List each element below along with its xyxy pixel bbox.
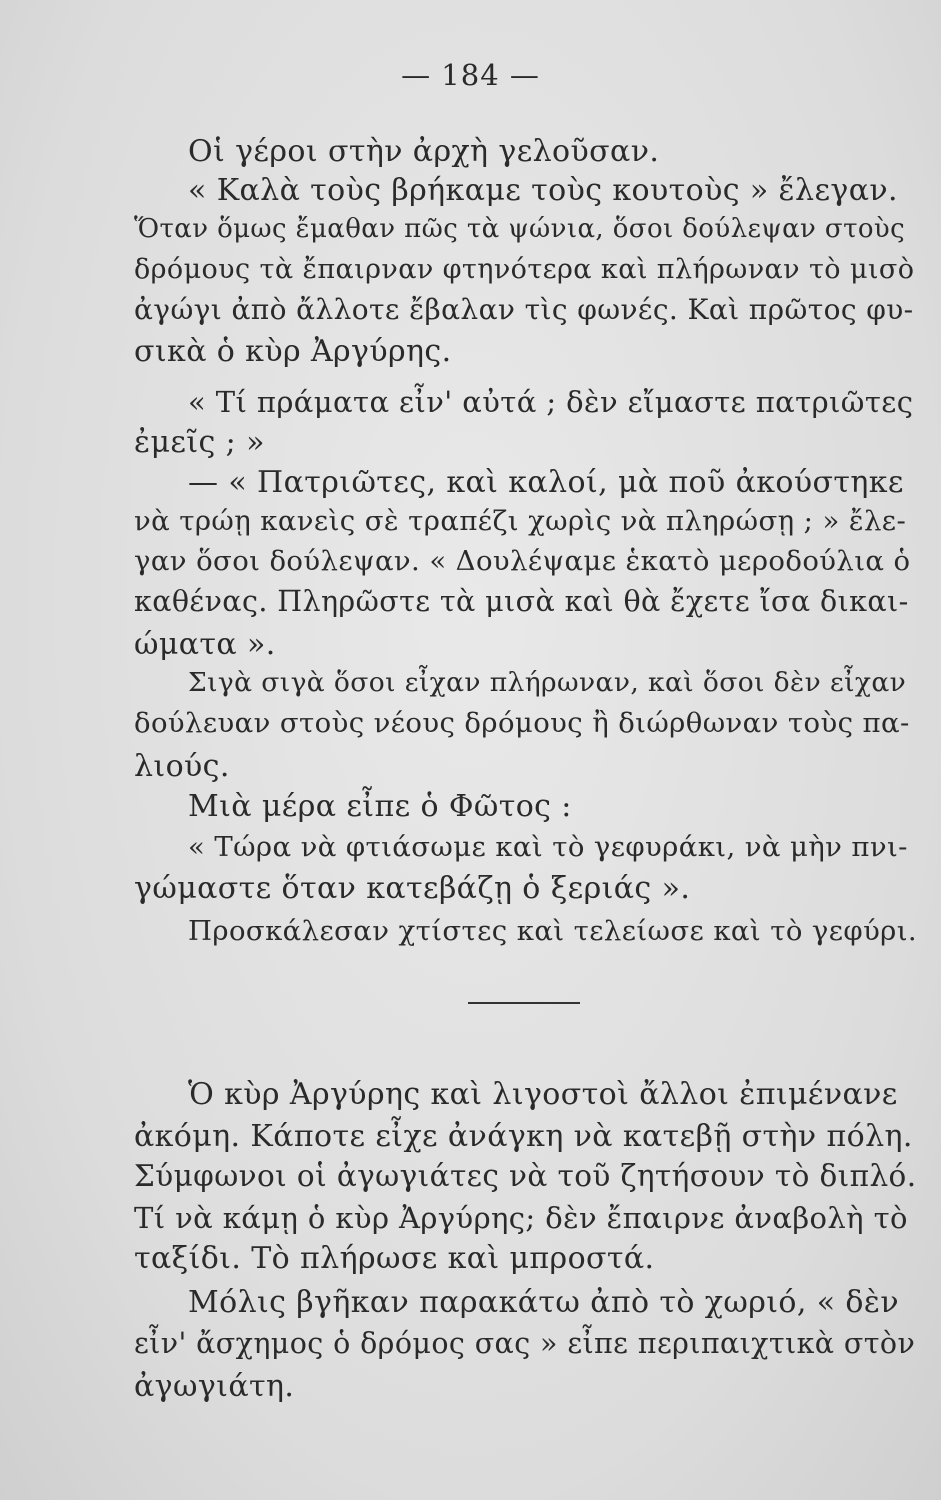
text-line: Τί νὰ κάμῃ ὁ κὺρ Ἀργύρης; δὲν ἔπαιρνε ἀναβολὴ τὸ xyxy=(134,1201,908,1235)
text-line: νὰ τρώῃ κανεὶς σὲ τραπέζι χωρὶς νὰ πληρώσῃ ; » ἔλε- xyxy=(134,505,907,537)
text-line: ἀγώγι ἀπὸ ἄλλοτε ἔβαλαν τὶς φωνές. Καὶ πρῶτος φυ- xyxy=(134,293,914,326)
text-line: Μιὰ μέρα εἶπε ὁ Φῶτος : xyxy=(188,789,572,824)
text-line: ώματα ». xyxy=(134,627,276,662)
text-line: Μόλις βγῆκαν παρακάτω ἀπὸ τὸ χωριό, « δὲν xyxy=(188,1285,900,1320)
text-line: « Καλὰ τοὺς βρήκαμε τοὺς κουτοὺς » ἔλεγαν. xyxy=(188,173,898,208)
text-line: καθένας. Πληρῶστε τὰ μισὰ καὶ θὰ ἔχετε ἴσα δικαι- xyxy=(134,585,909,618)
text-line: λιούς. xyxy=(134,749,230,784)
text-line: γώμαστε ὅταν κατεβάζῃ ὁ ξεριάς ». xyxy=(134,871,691,906)
text-line: Προσκάλεσαν χτίστες καὶ τελείωσε καὶ τὸ γεφύρι. xyxy=(188,915,918,947)
text-line: Σύμφωνοι οἱ ἀγωγιάτες νὰ τοῦ ζητήσουν τὸ διπλό. xyxy=(134,1159,917,1193)
text-line: « Τί πράματα εἶν' αὐτά ; δὲν εἴμαστε πατριῶτες xyxy=(188,385,914,419)
text-line: δρόμους τὰ ἔπαιρναν φτηνότερα καὶ πλήρωναν τὸ μισὸ xyxy=(134,254,915,285)
section-divider xyxy=(468,1002,580,1004)
text-line: ἀκόμη. Κάποτε εἶχε ἀνάγκη νὰ κατεβῇ στὴν πόλη. xyxy=(134,1119,913,1154)
text-line: ἀγωγιάτη. xyxy=(134,1369,295,1404)
text-line: Οἱ γέροι στὴν ἀρχὴ γελοῦσαν. xyxy=(188,134,660,169)
text-line: Ὁ κὺρ Ἀργύρης καὶ λιγοστοὶ ἄλλοι ἐπιμένανε xyxy=(188,1077,898,1112)
text-line: Σιγὰ σιγὰ ὅσοι εἶχαν πλήρωναν, καὶ ὅσοι δὲν εἶχαν xyxy=(188,667,907,698)
text-line: σικὰ ὁ κὺρ Ἀργύρης. xyxy=(134,334,452,369)
text-line: ταξίδι. Τὸ πλήρωσε καὶ μπροστά. xyxy=(134,1241,655,1276)
text-line: γαν ὅσοι δούλεψαν. « Δουλέψαμε ἑκατὸ μεροδούλια ὁ xyxy=(134,545,911,577)
text-line: — « Πατριῶτες, καὶ καλοί, μὰ ποῦ ἀκούστηκε xyxy=(188,465,904,500)
text-line: εἶν' ἄσχημος ὁ δρόμος σας » εἶπε περιπαιχτικὰ στὸν xyxy=(134,1327,916,1360)
text-line: δούλευαν στοὺς νέους δρόμους ἢ διώρθωναν τοὺς πα- xyxy=(134,707,910,739)
text-line: Ὅταν ὅμως ἔμαθαν πῶς τὰ ψώνια, ὅσοι δούλεψαν στοὺς xyxy=(134,214,906,244)
page-number: — 184 — xyxy=(401,58,540,92)
text-line: ἐμεῖς ; » xyxy=(134,425,265,460)
text-line: « Τώρα νὰ φτιάσωμε καὶ τὸ γεφυράκι, νὰ μὴν πνι- xyxy=(188,831,908,863)
